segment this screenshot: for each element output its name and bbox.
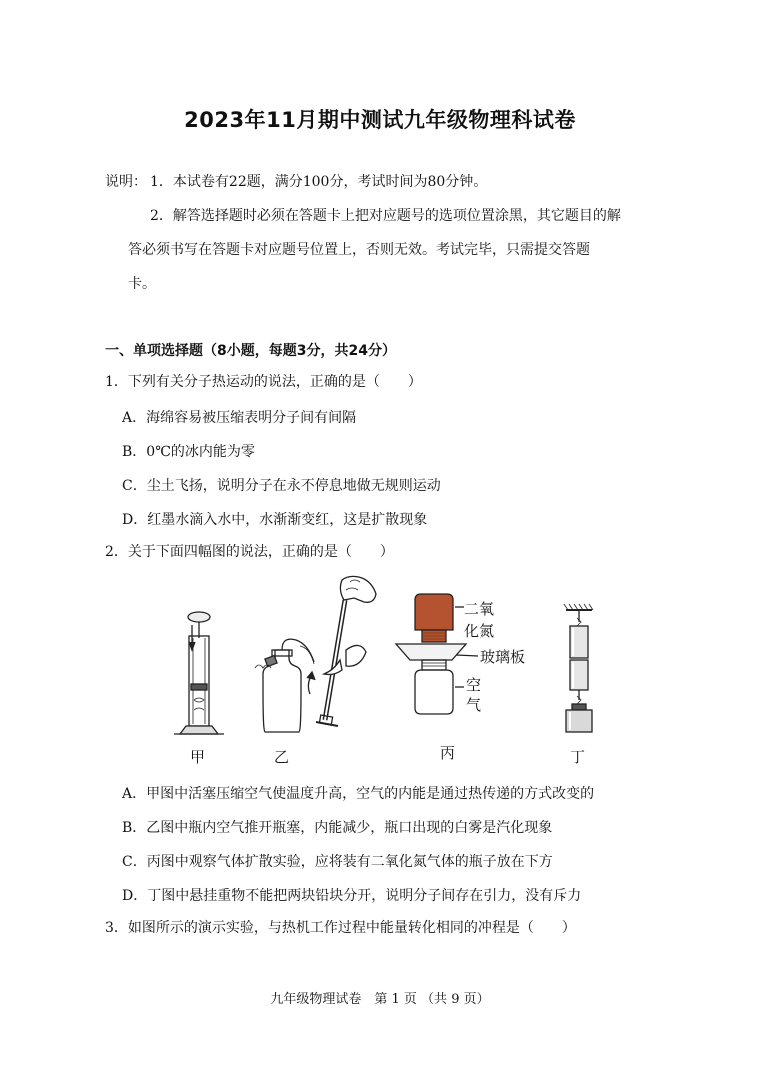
- figure-ding-blocks: [564, 604, 593, 732]
- instruction-item-2-line-1: 2．解答选择题时必须在答题卡上把对应题号的选项位置涂黑，其它题目的解: [150, 208, 621, 224]
- question-2-option-a: A．甲图中活塞压缩空气使温度升高，空气的内能是通过热传递的方式改变的: [122, 786, 595, 802]
- label-no2-line-1: 二氧: [464, 600, 495, 618]
- question-2-option-d: D．丁图中悬挂重物不能把两块铅块分开，说明分子间存在引力，没有斥力: [122, 888, 582, 904]
- figure-yi-bottle: [255, 576, 376, 732]
- question-2-stem: 2．关于下面四幅图的说法，正确的是（ ）: [105, 544, 394, 560]
- figure-label-bing: 丙: [440, 744, 456, 762]
- instruction-item-2-line-3: 卡。: [128, 276, 156, 292]
- label-glass-plate: 玻璃板: [480, 648, 526, 666]
- question-1-option-a: A．海绵容易被压缩表明分子间有间隔: [122, 410, 357, 426]
- figure-label-yi: 乙: [274, 748, 290, 766]
- section-heading: 一、单项选择题（8小题，每题3分，共24分）: [105, 343, 396, 359]
- question-2-option-b: B．乙图中瓶内空气推开瓶塞，内能减少，瓶口出现的白雾是汽化现象: [122, 820, 553, 836]
- question-1-option-b: B．0℃的冰内能为零: [122, 444, 255, 460]
- label-air-line-1: 空: [466, 676, 482, 694]
- label-no2-line-2: 化氮: [464, 622, 495, 640]
- question-1-option-d: D．红墨水滴入水中，水渐渐变红，这是扩散现象: [122, 512, 428, 528]
- figure-label-jia: 甲: [190, 748, 206, 766]
- figure-label-ding: 丁: [570, 748, 586, 766]
- question-1-stem: 1．下列有关分子热运动的说法，正确的是（ ）: [105, 374, 422, 390]
- label-air-line-2: 气: [466, 696, 482, 714]
- question-1-option-c: C．尘土飞扬，说明分子在永不停息地做无规则运动: [122, 478, 441, 494]
- figure-jia-cylinder: [174, 612, 224, 734]
- page-footer: 九年级物理试卷 第 1 页 （共 9 页）: [270, 992, 490, 1007]
- instruction-item-2-line-2: 答必须书写在答题卡对应题号位置上，否则无效。考试完毕，只需提交答题: [128, 242, 590, 258]
- instructions-lead: 说明：: [105, 174, 147, 190]
- instruction-item-1: 1．本试卷有22题，满分100分，考试时间为80分钟。: [150, 174, 488, 190]
- question-3-stem: 3．如图所示的演示实验，与热机工作过程中能量转化相同的冲程是（ ）: [105, 920, 576, 936]
- question-2-option-c: C．丙图中观察气体扩散实验，应将装有二氧化氮气体的瓶子放在下方: [122, 854, 553, 870]
- page-title: 2023年11月期中测试九年级物理科试卷: [184, 108, 576, 132]
